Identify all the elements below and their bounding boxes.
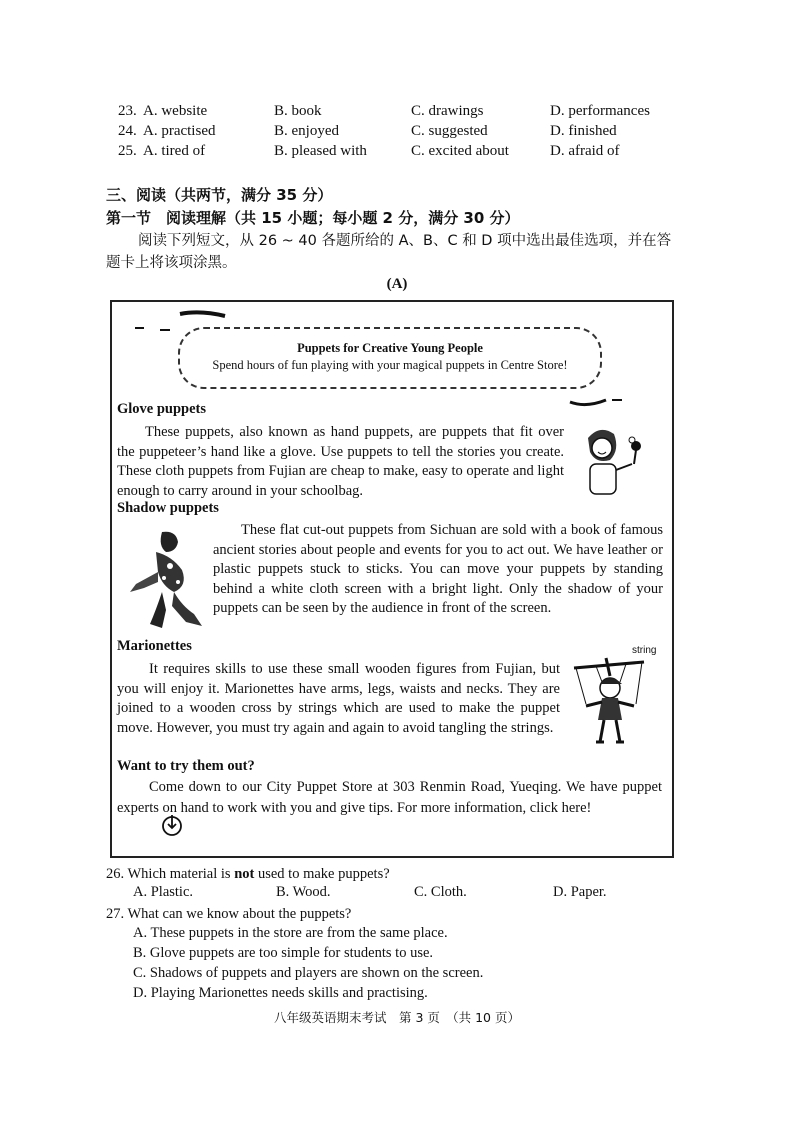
page-footer: 八年级英语期末考试 第 3 页 （共 10 页） [273, 1010, 520, 1025]
q26-stem-pre: 26. Which material is [106, 866, 235, 882]
q27-option-c: C. Shadows of puppets and players are shown on the screen. [133, 965, 484, 981]
q27-option-d: D. Playing Marionettes needs skills and practising. [133, 985, 428, 1001]
option-number: 25. [118, 143, 137, 159]
section-title: 三、阅读（共两节，满分 35 分） [106, 186, 333, 204]
shadow-paragraph: These flat cut-out puppets from Sichuan are sold with a book of famous ancient stories about people and events for you to act out. We have leather or plastic puppets stuck to sticks. You can move your puppets by standing behind a white cloth screen with a bright light. Only the shadow of your puppets can be seen by the audience in front of the screen. [213, 522, 663, 616]
passage-label: (A) [386, 276, 408, 292]
download-click-icon[interactable] [160, 813, 184, 837]
option-number: 23. [118, 103, 137, 119]
banner-subtitle: Spend hours of fun playing with your magical puppets in Centre Store! [212, 358, 568, 372]
glove-paragraph: These puppets, also known as hand puppets, are puppets that fit over the puppeteer’s hand like a glove. Use puppets to tell the stories you create. These cloth puppets from Fujian are cheap to make, easy to operate and light enough to carry around in your schoolbag. [117, 424, 564, 499]
option-d: D. performances [550, 103, 650, 119]
q26-stem-post: used to make puppets? [254, 866, 390, 882]
part-title: 第一节 阅读理解（共 15 小题；每小题 2 分，满分 30 分） [106, 209, 520, 227]
try-paragraph: Come down to our City Puppet Store at 303 Renmin Road, Yueqing. We have puppet experts on hand to work with you and give tips. For more information, click here! [117, 779, 662, 816]
string-label: string [632, 645, 657, 656]
q26-option-d: D. Paper. [553, 884, 607, 900]
q27-option-b: B. Glove puppets are too simple for students to use. [133, 945, 434, 961]
question-27-stem: 27. What can we know about the puppets? [106, 906, 352, 922]
option-c: C. excited about [411, 143, 509, 159]
q26-option-c: C. Cloth. [414, 884, 467, 900]
glove-heading: Glove puppets [117, 401, 207, 417]
option-d: D. finished [550, 123, 617, 139]
option-d: D. afraid of [550, 143, 620, 159]
q26-stem-bold: not [234, 866, 255, 882]
try-heading: Want to try them out? [117, 758, 255, 774]
glove-puppet-illustration-icon [570, 420, 650, 502]
option-c: C. suggested [411, 123, 488, 139]
dash-decoration-icon [566, 392, 626, 408]
marionettes-paragraph: It requires skills to use these small wooden figures from Fujian, but you will enjoy it. Marionettes have arms, legs, waists and necks. They are joined to a wooden cross by strings which are used to make the puppet move. However, you must try again and again to avoid tangling the strings. [117, 661, 560, 736]
instruction: 阅读下列短文，从 26 ~ 40 各题所给的 A、B、C 和 D 项中选出最佳选项，并在答题卡上将该项涂黑。 [106, 233, 672, 271]
option-a: A. practised [143, 123, 216, 139]
marionette-illustration-icon [566, 654, 658, 750]
q26-option-a: A. Plastic. [133, 884, 194, 900]
option-b: B. enjoyed [274, 123, 339, 139]
option-b: B. book [274, 103, 322, 119]
shadow-heading: Shadow puppets [117, 500, 219, 516]
banner-title: Puppets for Creative Young People [297, 341, 483, 355]
option-b: B. pleased with [274, 143, 367, 159]
question-26-stem [106, 864, 390, 884]
shadow-puppet-illustration-icon [122, 526, 210, 634]
banner [178, 327, 602, 389]
option-c: C. drawings [411, 103, 484, 119]
q27-option-a: A. These puppets in the store are from the same place. [133, 925, 448, 941]
option-a: A. tired of [143, 143, 206, 159]
option-a: A. website [143, 103, 208, 119]
q26-option-b: B. Wood. [276, 884, 331, 900]
marionettes-heading: Marionettes [117, 638, 192, 654]
option-number: 24. [118, 123, 137, 139]
